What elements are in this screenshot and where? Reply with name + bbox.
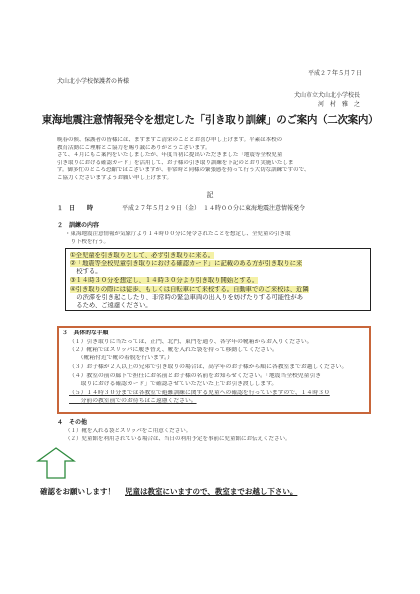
training-points-box bbox=[65, 248, 371, 311]
intro-line: さて、４月にもご案内をいたしましたが、年度当初に提出いただきました「地震等全校児童 bbox=[57, 152, 283, 159]
up-arrow-icon bbox=[36, 447, 76, 479]
procedure-line: （４）教室の前の廊下で担任にお名前とお子様の名前をお知らせください。「地震当全校児童引き bbox=[69, 373, 321, 379]
training-point: ②「地震等全校児童引き取りにおける確認カード」に記載のある方が引き取りに来 bbox=[70, 260, 303, 267]
intro-line: ご協力くださいますようお願い申し上げます。 bbox=[57, 174, 173, 181]
school-name: 犬山市立犬山北小学校長 bbox=[293, 92, 360, 99]
intro-line: す。御多忙のところ恐縮ではございますが、非常時と同様の緊張感を持って行う大切な訓練ですので、 bbox=[57, 167, 310, 174]
procedure-line: 分前の教室前でのお待ちはご遠慮ください。 bbox=[69, 398, 197, 404]
section4-text bbox=[65, 428, 365, 443]
procedure-line: 取りにおける確認カード」で確認させていただいた上でお引き渡しします。 bbox=[69, 381, 278, 387]
principal-name: 河 村 雅 之 bbox=[317, 101, 360, 108]
issue-date: 平成２７年５月７日 bbox=[307, 70, 362, 77]
intro-line: 教育活動にご理解とご協力を賜り誠にありがとうございます。 bbox=[57, 144, 211, 151]
section2-heading: ２ 訓練の内容 bbox=[57, 222, 100, 229]
pickup-note: 児童は教室にいますので、教室までお越し下さい。 bbox=[125, 487, 298, 496]
procedure-line: （５）１４時３０分までは各教室で避難訓練に関する児童への確認を行っていますので、１４時３０ bbox=[69, 390, 330, 396]
ki-heading: 記 bbox=[206, 191, 214, 199]
procedure-line: （１）引き取りに当たっては、正門、北門、東門を通り、各学年の靴箱からお入りください。 bbox=[69, 339, 313, 345]
procedure-line: （２）靴箱ではスリッパに履き替え、靴を入れた袋を持って移動してください。 bbox=[69, 347, 278, 353]
procedure-line: （３）お子様が２人以上の兄弟で引き取りの場合は、高学年のお子様から順に各教室までお越しください。 bbox=[69, 364, 348, 370]
recipient: 犬山北小学校保護者の皆様 bbox=[57, 78, 130, 85]
section3-heading: ３ 具体的な手順 bbox=[62, 330, 109, 336]
procedure-box bbox=[57, 326, 371, 414]
intro-paragraph bbox=[57, 137, 377, 183]
training-point: の渋滞を引き起こしたり、非常時の緊急車両の出入りを妨げたりする可能性があ bbox=[70, 294, 303, 301]
intro-line: 晩春の候、保護者の皆様には、ますますご清栄のこととお喜び申し上げます。平素は本校の bbox=[57, 137, 283, 143]
section2-text bbox=[65, 231, 365, 246]
training-point: ③１４時３０分を想定し、１４時３０分より引き取り開始とする。 bbox=[70, 277, 259, 284]
training-point: ①全児童を引き取りとして、必ず引き取りに来る。 bbox=[70, 252, 215, 259]
intro-line: 引き取りにおける確認カード」を活用して、お子様の引き取り訓練を下記のとおり実施いたしま bbox=[57, 159, 294, 166]
section4-line: （１）靴を入れる袋とスリッパをご用意ください。 bbox=[65, 428, 192, 434]
document-title: 東海地震注意情報発令を想定した「引き取り訓練」のご案内（二次案内） bbox=[41, 114, 379, 126]
section4-line: （２）児童館を利用されている場合は、当日の利用予定を事前に児童館にお伝えください。 bbox=[65, 435, 291, 442]
section4-heading: ４ その他 bbox=[57, 419, 88, 426]
procedure-line: （靴箱付近で靴の着脱を行います。） bbox=[69, 355, 173, 361]
section1-value: 平成２７年５月２９日（金） １４時００分に東海地震注意情報発令 bbox=[122, 205, 306, 212]
training-point: ④引き取りの際には徒歩、もしくは自転車にて来校する。自動車でのご来校は、近隣 bbox=[70, 286, 309, 293]
training-point: るため、ご遠慮ください。 bbox=[70, 302, 152, 309]
training-point: 校する。 bbox=[70, 268, 102, 275]
section2-line: ・東海地震注意情報が気象庁より１４時００分に発令されたことを想定し、全児童の引き取 bbox=[65, 231, 291, 237]
section1-label: １ 日 時 bbox=[57, 205, 94, 212]
confirm-request: 確認をお願いします！ bbox=[40, 487, 115, 496]
section2-line: り下校を行う。 bbox=[65, 238, 110, 245]
